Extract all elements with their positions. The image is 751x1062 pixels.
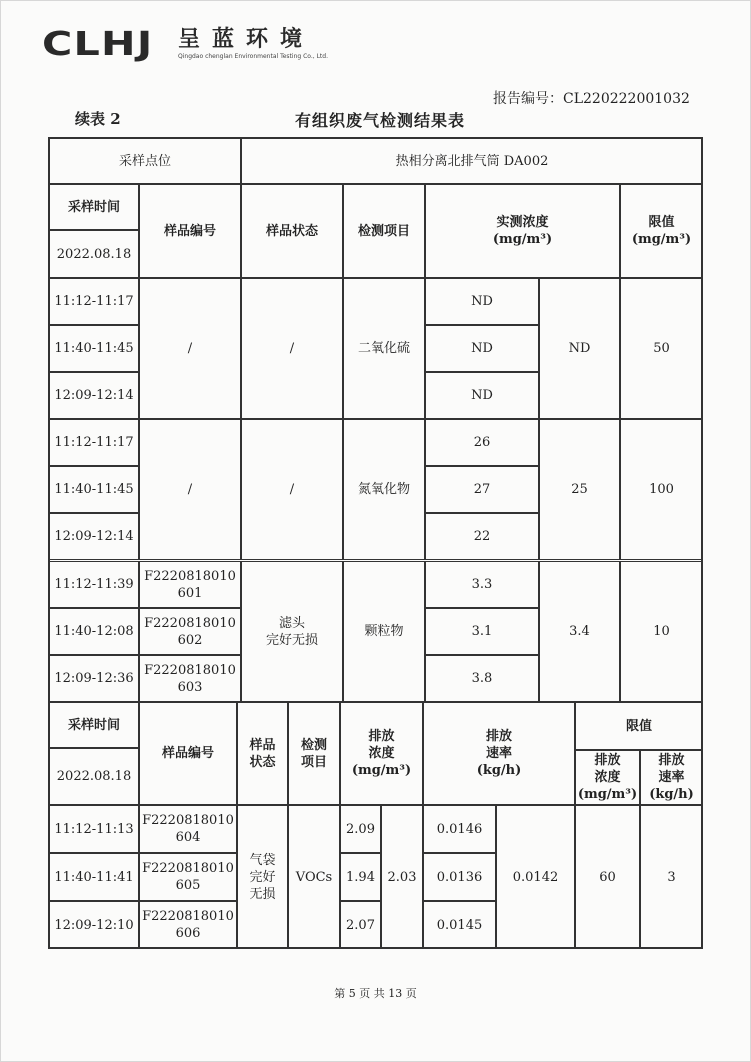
so2-value-1	[425, 278, 539, 325]
voc-emission-conc-label-text: (mg/m³)	[351, 763, 412, 778]
sample-state-label-text: 样品状态	[265, 223, 318, 239]
sampling-point-label-text: 采样点位	[118, 153, 171, 169]
nox-value-1-text: 26	[473, 435, 491, 450]
nox-average-text: 25	[571, 482, 588, 497]
so2-state	[241, 278, 343, 419]
voc-time-3	[49, 901, 139, 949]
voc-limit-conc-text: 60	[599, 869, 616, 885]
so2-time-3-text: 12:09-12:14	[54, 388, 134, 403]
sampling-point-label	[49, 138, 241, 184]
so2-state-text: /	[289, 341, 295, 356]
logo-chinese-name: 呈蓝环境	[178, 27, 315, 52]
voc-state-label	[237, 702, 288, 805]
voc-limit-conc-label-text: (mg/m³)	[577, 787, 638, 802]
table-title: 有组织废气检测结果表	[295, 111, 466, 130]
voc-rate-3	[423, 901, 496, 949]
voc-limit-conc-label	[575, 750, 640, 805]
pm-sample-id-2	[139, 608, 241, 655]
nox-state-text: /	[289, 482, 295, 497]
so2-sample-id-text: /	[187, 341, 193, 356]
table-number: 续表 2	[75, 110, 121, 128]
so2-value-3	[425, 372, 539, 419]
nox-value-3	[425, 513, 539, 560]
voc-state-text: 气袋 完好 无损	[249, 852, 276, 902]
measured-conc-label	[425, 184, 620, 278]
logo-english-name: Qingdao chenglan Environmental Testing Co., Ltd.	[178, 53, 328, 60]
so2-time-1-text: 11:12-11:17	[54, 294, 134, 309]
pm-value-2	[425, 608, 539, 655]
pm-time-2	[49, 608, 139, 655]
voc-rate-3-text: 0.0145	[436, 917, 483, 933]
pm-value-3	[425, 655, 539, 702]
voc-sample-id-1	[139, 805, 237, 853]
voc-conc-average	[381, 805, 423, 949]
pm-time-1	[49, 561, 139, 608]
so2-value-2-text: ND	[471, 341, 493, 356]
voc-item	[288, 805, 340, 949]
voc-time-2	[49, 853, 139, 901]
so2-time-2-text: 11:40-11:45	[54, 341, 134, 356]
so2-time-1	[49, 278, 139, 325]
nox-value-2	[425, 466, 539, 513]
voc-rate-2-text: 0.0136	[436, 869, 483, 885]
pm-limit	[620, 561, 703, 702]
voc-time-1	[49, 805, 139, 853]
voc-emission-conc-label	[340, 702, 423, 805]
measured-conc-label-text: 实测浓度	[496, 215, 549, 230]
voc-limit-label-text: 限值	[625, 718, 652, 734]
voc-sampling-date	[49, 748, 139, 805]
voc-emission-rate-label-text: 排放 速率	[485, 729, 512, 761]
voc-limit-conc	[575, 805, 640, 949]
sample-id-label-text: 样品编号	[163, 223, 216, 239]
sampling-time-label	[49, 184, 139, 230]
voc-limit-rate	[640, 805, 703, 949]
pm-sample-id-1	[139, 561, 241, 608]
pm-state	[241, 561, 343, 702]
nox-sample-id-text: /	[187, 482, 193, 497]
voc-conc-average-text: 2.03	[387, 869, 417, 885]
sample-id-label	[139, 184, 241, 278]
voc-item-label-text: 检测 项目	[300, 737, 327, 770]
sampling-date-text: 2022.08.18	[56, 246, 132, 262]
sampling-time-label-text: 采样时间	[67, 199, 120, 215]
nox-value-1	[425, 419, 539, 466]
pm-sample-id-1-text: F2220818010 601	[144, 568, 236, 601]
voc-sample-id-label	[139, 702, 237, 805]
nox-value-2-text: 27	[473, 482, 491, 497]
test-item-label	[343, 184, 425, 278]
voc-limit-rate-label-text: (kg/h)	[649, 787, 694, 802]
voc-sample-id-3-text: F2220818010 606	[142, 909, 234, 941]
voc-item-text: VOCs	[295, 869, 333, 885]
voc-sampling-time-label-text: 采样时间	[67, 717, 120, 733]
measured-conc-label-text: (mg/m³)	[492, 232, 553, 247]
pm-limit-text: 10	[653, 624, 670, 639]
voc-rate-average	[496, 805, 575, 949]
nox-item-text: 氮氧化物	[357, 482, 410, 497]
so2-limit	[620, 278, 703, 419]
voc-state-label-text: 样品 状态	[249, 737, 276, 770]
page-footer: 第 5 页 共 13 页	[334, 987, 417, 1000]
pm-item-text: 颗粒物	[364, 624, 404, 639]
voc-emission-rate-label-text: (kg/h)	[476, 763, 522, 778]
sampling-point-value-text: 热相分离北排气筒 DA002	[395, 153, 549, 169]
voc-conc-2-text: 1.94	[346, 869, 375, 885]
limit-label-text: 限值	[648, 215, 675, 230]
pm-time-3-text: 12:09-12:36	[54, 671, 134, 686]
pm-state-text: 滤头 完好无损	[265, 615, 318, 648]
voc-rate-2	[423, 853, 496, 901]
pm-item	[343, 561, 425, 702]
voc-emission-conc-label-text: 排放 浓度	[368, 729, 395, 761]
nox-average	[539, 419, 620, 560]
nox-time-3	[49, 513, 139, 560]
so2-item-text: 二氧化硫	[357, 341, 410, 356]
test-item-label-text: 检测项目	[357, 223, 410, 239]
so2-time-3	[49, 372, 139, 419]
limit-label-text: (mg/m³)	[631, 232, 692, 247]
logo-mark: CLHJ	[42, 24, 154, 63]
nox-state	[241, 419, 343, 560]
nox-time-3-text: 12:09-12:14	[54, 529, 134, 544]
voc-limit-conc-label-text: 排放 浓度	[594, 753, 621, 785]
so2-value-2	[425, 325, 539, 372]
voc-sample-id-2-text: F2220818010 605	[142, 861, 234, 893]
voc-limit-rate-label-text: 排放 速率	[658, 753, 685, 785]
voc-conc-1	[340, 805, 381, 853]
so2-limit-text: 50	[653, 341, 670, 356]
nox-limit-text: 100	[649, 482, 674, 497]
voc-sample-id-2	[139, 853, 237, 901]
nox-item	[343, 419, 425, 560]
voc-conc-1-text: 2.09	[346, 821, 375, 837]
nox-sample-id	[139, 419, 241, 560]
voc-item-label	[288, 702, 340, 805]
voc-sample-id-1-text: F2220818010 604	[142, 813, 234, 845]
voc-state	[237, 805, 288, 949]
voc-limit-rate-label	[640, 750, 703, 805]
sampling-point-value	[241, 138, 703, 184]
pm-sample-id-3-text: F2220818010 603	[144, 662, 236, 695]
voc-conc-3-text: 2.07	[346, 917, 375, 933]
pm-time-3	[49, 655, 139, 702]
voc-rate-average-text: 0.0142	[512, 869, 559, 885]
pm-average	[539, 561, 620, 702]
nox-time-1-text: 11:12-11:17	[54, 435, 134, 450]
report-number: 报告编号：CL220222001032	[493, 91, 690, 107]
so2-sample-id	[139, 278, 241, 419]
company-logo	[42, 24, 328, 63]
voc-time-3-text: 12:09-12:10	[54, 917, 134, 933]
voc-sampling-date-text: 2022.08.18	[56, 769, 132, 784]
voc-limit-rate-text: 3	[667, 869, 676, 885]
so2-time-2	[49, 325, 139, 372]
so2-average	[539, 278, 620, 419]
voc-conc-2	[340, 853, 381, 901]
limit-label	[620, 184, 703, 278]
so2-average-text: ND	[568, 341, 591, 356]
nox-value-3-text: 22	[473, 529, 491, 544]
sampling-date	[49, 230, 139, 278]
voc-emission-rate-label	[423, 702, 575, 805]
so2-value-1-text: ND	[471, 294, 493, 309]
pm-value-3-text: 3.8	[471, 671, 493, 686]
pm-sample-id-2-text: F2220818010 602	[144, 615, 236, 648]
nox-limit	[620, 419, 703, 560]
pm-sample-id-3	[139, 655, 241, 702]
sample-state-label	[241, 184, 343, 278]
voc-rate-1-text: 0.0146	[436, 821, 483, 837]
pm-average-text: 3.4	[569, 624, 590, 639]
voc-limit-label	[575, 702, 703, 750]
voc-conc-3	[340, 901, 381, 949]
pm-time-2-text: 11:40-12:08	[54, 624, 134, 639]
voc-sample-id-3	[139, 901, 237, 949]
nox-time-2	[49, 466, 139, 513]
so2-item	[343, 278, 425, 419]
pm-time-1-text: 11:12-11:39	[54, 577, 134, 592]
nox-time-2-text: 11:40-11:45	[54, 482, 134, 497]
so2-value-3-text: ND	[471, 388, 493, 403]
pm-value-2-text: 3.1	[471, 624, 493, 639]
voc-time-2-text: 11:40-11:41	[54, 869, 134, 885]
pm-value-1	[425, 561, 539, 608]
voc-sample-id-label-text: 样品编号	[161, 746, 214, 761]
voc-rate-1	[423, 805, 496, 853]
voc-sampling-time-label	[49, 702, 139, 748]
pm-value-1-text: 3.3	[471, 577, 493, 592]
nox-time-1	[49, 419, 139, 466]
voc-time-1-text: 11:12-11:13	[54, 821, 134, 837]
